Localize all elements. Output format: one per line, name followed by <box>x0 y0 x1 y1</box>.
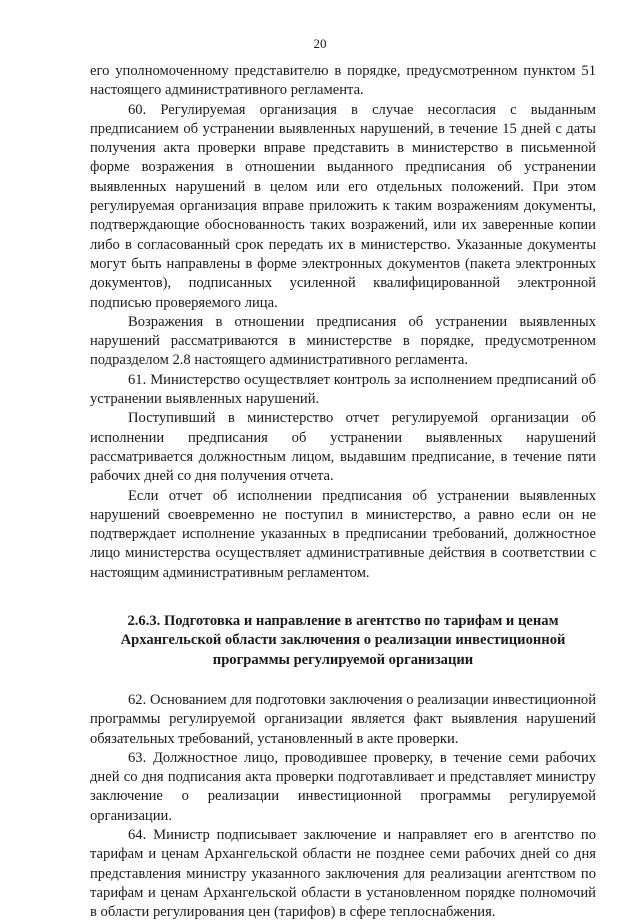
page-number: 20 <box>313 36 327 51</box>
paragraph-61: 61. Министерство осуществляет контроль за исполнением предписаний об устранении выявленных нарушений. <box>90 371 596 408</box>
paragraph-objections: Возражения в отношении предписания об устранении выявленных нарушений рассматриваются в министерстве в порядке, предусмотренном подразделом 2.8 настоящего административного регламента. <box>90 313 596 369</box>
section-heading-line: программы регулируемой организации <box>212 651 474 668</box>
section-heading-line: Архангельской области заключения о реализации инвестиционной <box>120 632 566 649</box>
document-body <box>90 62 596 922</box>
paragraph-report: Поступивший в министерство отчет регулируемой организации об исполнении предписания об устранении выявленных нарушений рассматривается должностным лицом, выдавшим предписание, в течение пяти рабочих дней со дня получения отчета. <box>90 410 596 485</box>
paragraph-60: 60. Регулируемая организация в случае несогласия с выданным предписанием об устранении выявленных нарушений, в течение 15 дней с даты получения акта проверки вправе представить в министерство в письменной форме возражения в отношении выданного предписания об устранении выявленных нарушений в целом или его отдельных положений. При этом регулируемая организация вправе приложить к таким возражениям документы, подтверждающие обоснованность таких возражений, или их заверенные копии либо в согласованный срок передать их в министерство. Указанные документы могут быть направлены в форме электронных документов (пакета электронных документов), подписанных усиленной квалифицированной электронной подписью проверяемого лица. <box>90 101 596 311</box>
section-heading-line: 2.6.3. Подготовка и направление в агентство по тарифам и ценам <box>127 613 559 630</box>
paragraph-62: 62. Основанием для подготовки заключения о реализации инвестиционной программы регулируемой организации является факт выявления нарушений обязательных требований, установленный в акте проверки. <box>90 691 596 747</box>
paragraph-report-missing: Если отчет об исполнении предписания об устранении выявленных нарушений своевременно не поступил в министерство, а равно если он не подтверждает исполнение указанных в предписании требований, должностное лицо министерства осуществляет административные действия в соответствии с настоящим административным регламентом. <box>90 487 596 581</box>
section-heading <box>90 612 596 670</box>
paragraph-continuation: его уполномоченному представителю в порядке, предусмотренном пунктом 51 настоящего административного регламента. <box>90 63 596 99</box>
paragraph-63: 63. Должностное лицо, проводившее проверку, в течение семи рабочих дней со дня подписания акта проверки подготавливает и представляет министру заключение о реализации инвестиционной программы регулируемой организации. <box>90 749 596 824</box>
paragraph-64: 64. Министр подписывает заключение и направляет его в агентство по тарифам и ценам Архангельской области не позднее семи рабочих дней со дня представления министру указанного заключения для реализации агентством по тарифам и ценам Архангельской области в установленном порядке полномочий в области регулирования цен (тарифов) в сфере теплоснабжения. <box>90 826 596 921</box>
